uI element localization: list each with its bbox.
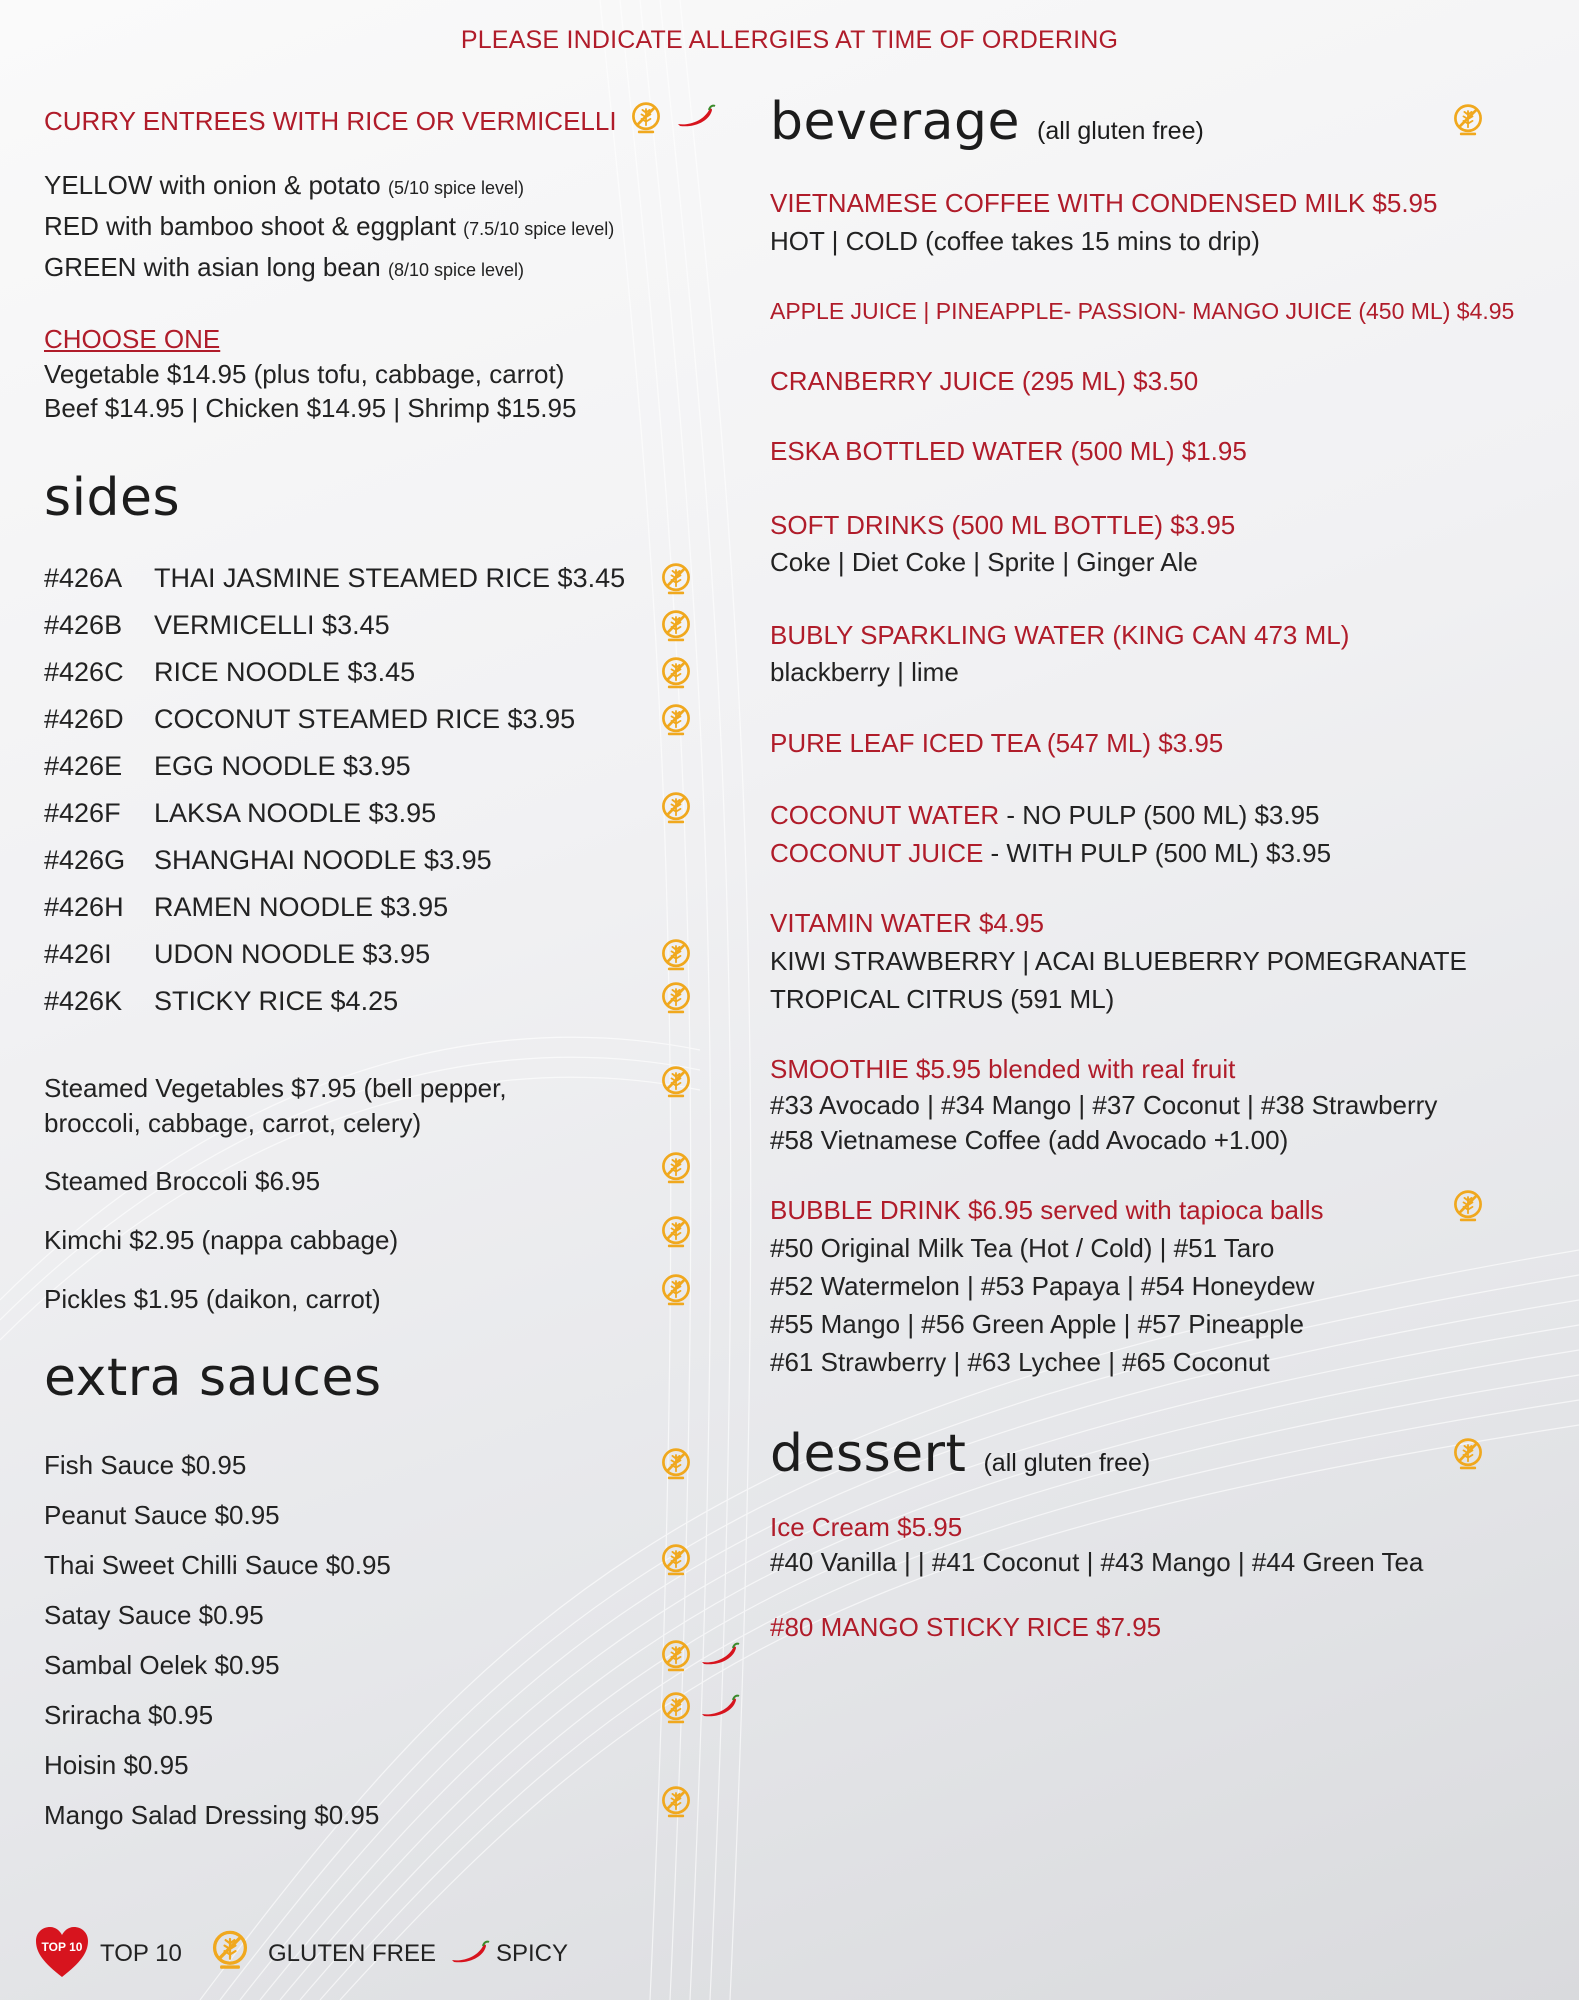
- side-item: #426I UDON NOODLE $3.95: [44, 939, 431, 969]
- gluten-free-icon: [658, 1214, 694, 1250]
- ice-cream-title: Ice Cream $5.95: [770, 1512, 963, 1542]
- soft-drinks-title: SOFT DRINKS (500 ML BOTTLE) $3.95: [770, 510, 1236, 540]
- gluten-free-icon: [658, 1272, 694, 1308]
- gluten-free-icon: [658, 1784, 694, 1820]
- bubly-title: BUBLY SPARKLING WATER (KING CAN 473 ML): [770, 620, 1350, 650]
- side-item: #426K STICKY RICE $4.25: [44, 986, 399, 1016]
- bubble-drink-line: #61 Strawberry | #63 Lychee | #65 Coconut: [770, 1347, 1270, 1377]
- sauce-item: Sambal Oelek $0.95: [44, 1650, 280, 1680]
- curry-item: RED with bamboo shoot & eggplant (7.5/10 spice level): [44, 211, 615, 241]
- gluten-free-icon: [658, 1064, 694, 1100]
- pure-leaf-tea: PURE LEAF ICED TEA (547 ML) $3.95: [770, 728, 1224, 758]
- vitamin-water-line: KIWI STRAWBERRY | ACAI BLUEBERRY POMEGRANATE: [770, 946, 1467, 976]
- steamed-vegetables-line: broccoli, cabbage, carrot, celery): [44, 1108, 422, 1138]
- sides-heading: sides: [44, 468, 181, 528]
- chili-pepper-icon: [700, 1642, 740, 1666]
- gluten-free-icon: [658, 655, 694, 691]
- gluten-free-icon: [658, 608, 694, 644]
- curry-option-line: Vegetable $14.95 (plus tofu, cabbage, carrot): [44, 359, 565, 389]
- dessert-heading: dessert (all gluten free): [770, 1424, 1151, 1484]
- bubble-drink-line: #55 Mango | #56 Green Apple | #57 Pineapple: [770, 1309, 1304, 1339]
- soft-drinks-desc: Coke | Diet Coke | Sprite | Ginger Ale: [770, 547, 1198, 577]
- chili-pepper-icon: [676, 104, 716, 128]
- beverage-heading: beverage (all gluten free): [770, 92, 1204, 152]
- bubly-desc: blackberry | lime: [770, 657, 959, 687]
- heart-icon: [34, 1925, 90, 1979]
- mango-sticky-rice: #80 MANGO STICKY RICE $7.95: [770, 1612, 1162, 1642]
- gluten-free-icon: [658, 1150, 694, 1186]
- side-item: #426D COCONUT STEAMED RICE $3.95: [44, 704, 576, 734]
- side-item: #426G SHANGHAI NOODLE $3.95: [44, 845, 492, 875]
- gluten-free-icon: [658, 937, 694, 973]
- sauce-item: Sriracha $0.95: [44, 1700, 214, 1730]
- sauce-item: Thai Sweet Chilli Sauce $0.95: [44, 1550, 391, 1580]
- gluten-free-icon: [658, 702, 694, 738]
- chili-pepper-icon: [450, 1940, 490, 1964]
- gluten-free-icon: [658, 1638, 694, 1674]
- gluten-free-icon: [1450, 102, 1486, 138]
- side-item: #426H RAMEN NOODLE $3.95: [44, 892, 449, 922]
- curry-item: YELLOW with onion & potato (5/10 spice level): [44, 170, 525, 200]
- gluten-free-icon: [658, 561, 694, 597]
- side-item: #426C RICE NOODLE $3.45: [44, 657, 416, 687]
- pickles: Pickles $1.95 (daikon, carrot): [44, 1284, 381, 1314]
- juice-line: APPLE JUICE | PINEAPPLE- PASSION- MANGO JUICE (450 ML) $4.95: [770, 298, 1515, 324]
- side-item: #426E EGG NOODLE $3.95: [44, 751, 411, 781]
- bubble-drink-line: #52 Watermelon | #53 Papaya | #54 Honeydew: [770, 1271, 1315, 1301]
- vitamin-water-line: TROPICAL CITRUS (591 ML): [770, 984, 1115, 1014]
- coconut-water: COCONUT WATER - NO PULP (500 ML) $3.95: [770, 800, 1320, 830]
- gluten-free-icon: [208, 1928, 252, 1972]
- steamed-broccoli: Steamed Broccoli $6.95: [44, 1166, 321, 1196]
- cranberry-juice: CRANBERRY JUICE (295 ML) $3.50: [770, 366, 1199, 396]
- side-item: #426B VERMICELLI $3.45: [44, 610, 390, 640]
- gluten-free-icon: [658, 790, 694, 826]
- legend-spicy: SPICY: [496, 1940, 569, 1967]
- sauce-item: Peanut Sauce $0.95: [44, 1500, 280, 1530]
- gluten-free-icon: [658, 1542, 694, 1578]
- sauce-item: Fish Sauce $0.95: [44, 1450, 247, 1480]
- smoothie-line: #58 Vietnamese Coffee (add Avocado +1.00): [770, 1125, 1289, 1155]
- legend-top10: TOP 10: [100, 1940, 182, 1967]
- gluten-free-icon: [628, 100, 664, 136]
- gluten-free-icon: [1450, 1188, 1486, 1224]
- legend-gluten-free: GLUTEN FREE: [268, 1940, 437, 1967]
- coconut-juice: COCONUT JUICE - WITH PULP (500 ML) $3.95: [770, 838, 1332, 868]
- vietnamese-coffee-desc: HOT | COLD (coffee takes 15 mins to drip): [770, 226, 1260, 256]
- bottled-water: ESKA BOTTLED WATER (500 ML) $1.95: [770, 436, 1247, 466]
- top10-badge-text: TOP 10: [41, 1940, 83, 1954]
- bubble-drink-title: BUBBLE DRINK $6.95 served with tapioca balls: [770, 1195, 1324, 1225]
- sauce-item: Hoisin $0.95: [44, 1750, 189, 1780]
- extra-sauces-heading: extra sauces: [44, 1348, 382, 1408]
- curry-item: GREEN with asian long bean (8/10 spice level): [44, 252, 525, 282]
- steamed-vegetables-line: Steamed Vegetables $7.95 (bell pepper,: [44, 1073, 507, 1103]
- bubble-drink-line: #50 Original Milk Tea (Hot / Cold) | #51 Taro: [770, 1233, 1275, 1263]
- ice-cream-flavors: #40 Vanilla | | #41 Coconut | #43 Mango | #44 Green Tea: [770, 1547, 1424, 1577]
- curry-section-title: CURRY ENTREES WITH RICE OR VERMICELLI: [44, 106, 617, 136]
- side-item: #426A THAI JASMINE STEAMED RICE $3.45: [44, 563, 626, 593]
- chili-pepper-icon: [700, 1694, 740, 1718]
- curry-option-line: Beef $14.95 | Chicken $14.95 | Shrimp $15.95: [44, 393, 577, 423]
- sauce-item: Satay Sauce $0.95: [44, 1600, 264, 1630]
- gluten-free-icon: [658, 980, 694, 1016]
- gluten-free-icon: [1450, 1436, 1486, 1472]
- allergy-notice: PLEASE INDICATE ALLERGIES AT TIME OF ORDERING: [460, 26, 1119, 54]
- vietnamese-coffee-title: VIETNAMESE COFFEE WITH CONDENSED MILK $5.95: [770, 188, 1438, 218]
- smoothie-line: #33 Avocado | #34 Mango | #37 Coconut | #38 Strawberry: [770, 1090, 1438, 1120]
- sauce-item: Mango Salad Dressing $0.95: [44, 1800, 380, 1830]
- gluten-free-icon: [658, 1690, 694, 1726]
- choose-one-label: CHOOSE ONE: [44, 324, 221, 354]
- kimchi: Kimchi $2.95 (nappa cabbage): [44, 1225, 399, 1255]
- smoothie-title: SMOOTHIE $5.95 blended with real fruit: [770, 1054, 1236, 1084]
- gluten-free-icon: [658, 1446, 694, 1482]
- vitamin-water-title: VITAMIN WATER $4.95: [770, 908, 1045, 938]
- side-item: #426F LAKSA NOODLE $3.95: [44, 798, 437, 828]
